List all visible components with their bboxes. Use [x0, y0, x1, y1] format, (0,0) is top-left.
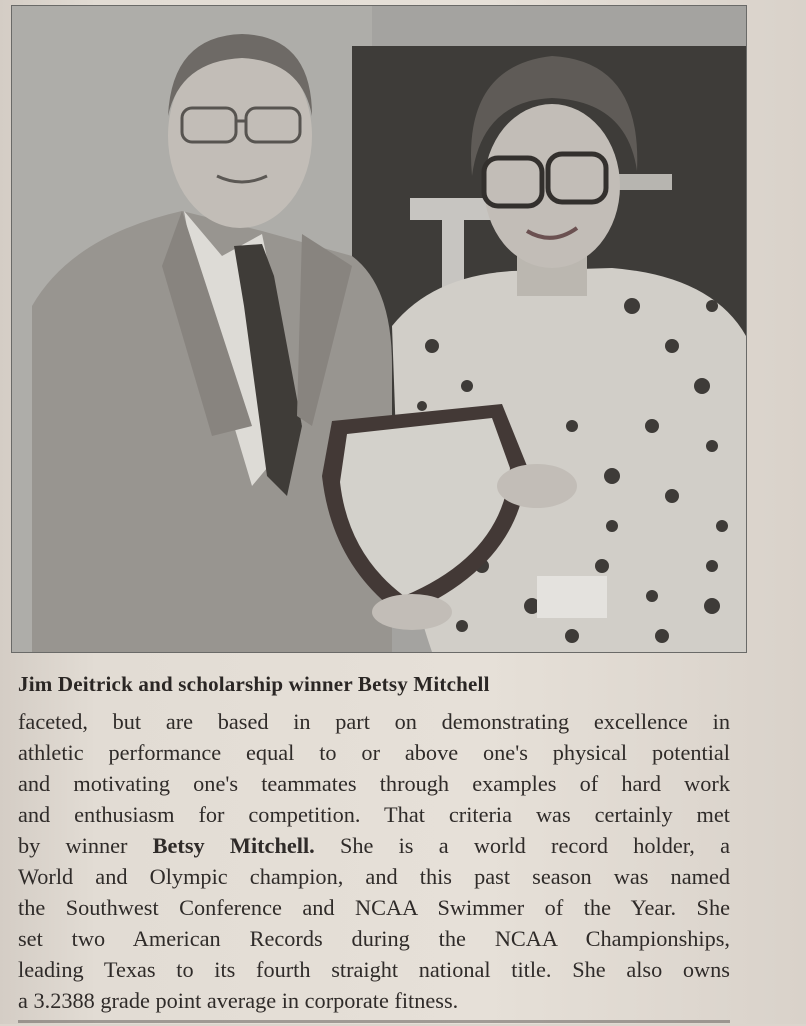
body-line: athletic performance equal to or above one's physical potential: [18, 740, 730, 765]
award-photo: [12, 6, 746, 652]
award-photo-icon: [12, 6, 746, 652]
body-line: and enthusiasm for competition. That criteria was certainly met: [18, 802, 730, 827]
body-line: leading Texas to its fourth straight national title. She also owns: [18, 957, 730, 982]
body-line: and motivating one's teammates through examples of hard work: [18, 771, 730, 796]
body-line: World and Olympic champion, and this past season was named: [18, 864, 730, 889]
winner-name: Betsy Mitchell.: [152, 833, 315, 858]
body-line-start: by winner: [18, 833, 153, 858]
body-line: set two American Records during the NCAA Championships,: [18, 926, 730, 951]
body-line-end: She is a world record holder, a: [314, 833, 730, 858]
body-line: the Southwest Conference and NCAA Swimmer of the Year. She: [18, 895, 730, 920]
body-line: [18, 830, 730, 861]
body-line: a 3.2388 grade point average in corporate fitness.: [18, 988, 459, 1013]
photo-caption: Jim Deitrick and scholarship winner Betsy Mitchell: [18, 672, 490, 696]
body-line: faceted, but are based in part on demonstrating excellence in: [18, 709, 730, 734]
article-body: [18, 706, 730, 1016]
